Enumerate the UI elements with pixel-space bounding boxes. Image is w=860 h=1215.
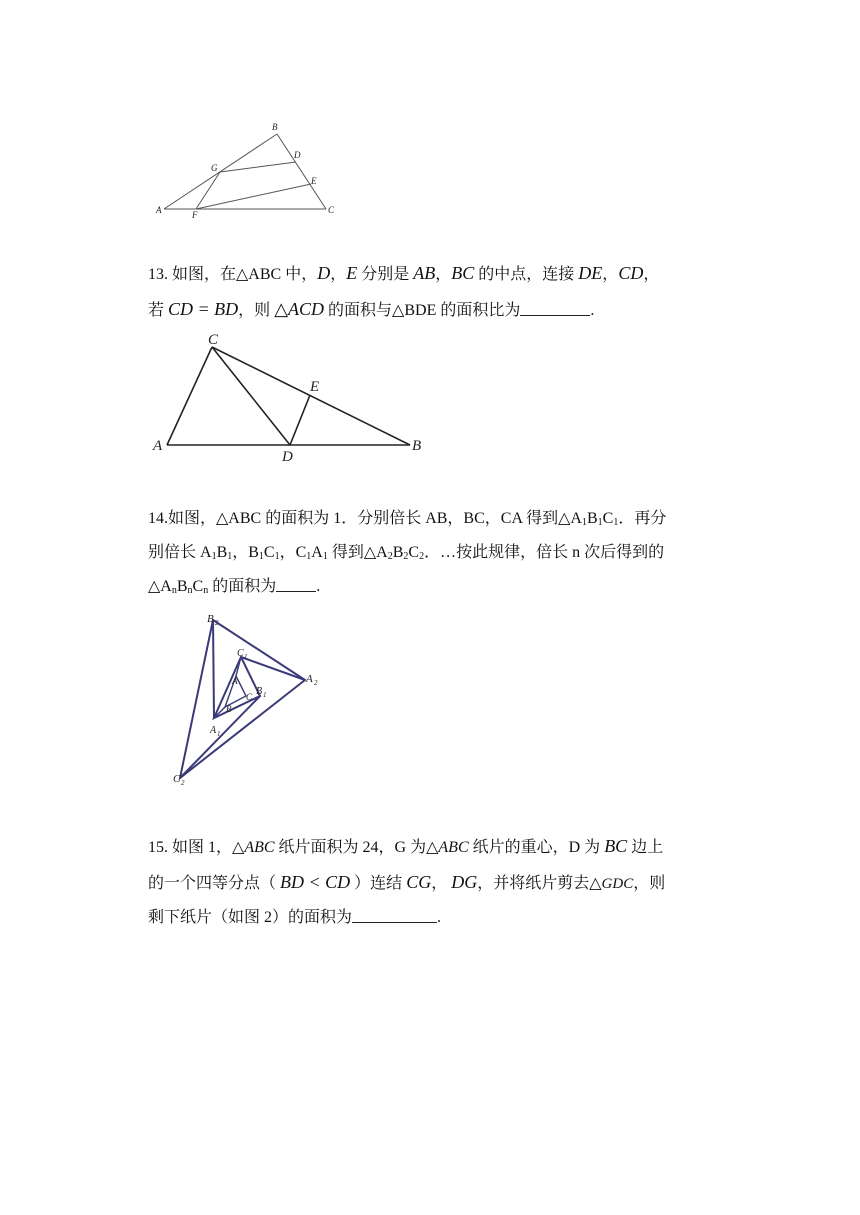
fig14-label-a2: A xyxy=(306,673,313,685)
q14-text: B xyxy=(216,544,228,561)
q14-text: A xyxy=(311,544,323,561)
q15-text: ，则 xyxy=(633,875,666,892)
q14-text: B xyxy=(176,578,188,595)
q15-var-bc: BC xyxy=(604,836,628,856)
q15-answer-blank[interactable] xyxy=(352,908,437,923)
q14-sub: 1 xyxy=(613,517,619,528)
fig14-sub: 1 xyxy=(244,653,248,661)
figure-q12 xyxy=(150,118,350,223)
fig13-label-e: E xyxy=(310,379,320,395)
q14-sub: 1 xyxy=(597,517,603,528)
q14-text: △A xyxy=(148,578,172,595)
figure-q13 xyxy=(150,330,430,465)
q14-text: 得到△A xyxy=(327,544,388,561)
fig12-label-c: C xyxy=(328,205,335,215)
q13-line-1 xyxy=(148,256,718,292)
q14-text: C xyxy=(602,510,614,527)
fig14-label-b2: B xyxy=(207,613,214,625)
fig12-label-e: E xyxy=(311,176,317,186)
q14-text: ．再分 xyxy=(618,510,667,527)
fig12-label-a: A xyxy=(156,205,162,215)
fig12-label-f: F xyxy=(192,210,198,220)
q13-sep: ， xyxy=(602,266,619,283)
q15-var-dg: DG xyxy=(451,872,478,892)
q14-line-2 xyxy=(148,536,718,570)
q14-sub: 1 xyxy=(306,551,312,562)
fig13-label-d: D xyxy=(282,449,293,465)
q15-text: ）连结 xyxy=(350,875,407,892)
q13-var-cd: CD xyxy=(618,263,644,283)
q15-var-abc: ABC xyxy=(438,839,469,856)
q14-text: C xyxy=(192,578,204,595)
fig14-label-a1: A xyxy=(210,725,217,736)
q14-text: 14.如图，△ABC 的面积为 1．分别倍长 AB，BC，CA 得到△A xyxy=(148,510,582,527)
q15-text: 纸片面积为 24，G 为△ xyxy=(274,839,439,856)
q14-sub: 1 xyxy=(227,551,233,562)
q15-text: ， xyxy=(431,875,452,892)
q15-var-abc: ABC xyxy=(244,839,275,856)
q13-period: . xyxy=(590,302,595,319)
q14-sub: 2 xyxy=(419,551,425,562)
q13-sep: ， xyxy=(643,266,660,283)
q15-text: 剩下纸片（如图 2）的面积为 xyxy=(148,909,353,926)
q15-text: 纸片的重心，D 为 xyxy=(468,839,605,856)
q13-var-d: D xyxy=(317,263,331,283)
q14-sub: 2 xyxy=(403,551,409,562)
q14-sub: 1 xyxy=(274,551,280,562)
q13-equation: CD = BD xyxy=(168,299,239,319)
q14-sub: 1 xyxy=(322,551,328,562)
q14-sub: 2 xyxy=(387,551,393,562)
q13-text: 分别是 xyxy=(357,266,414,283)
q15-var-cg: CG xyxy=(406,872,432,892)
q14-text: ，B xyxy=(232,544,259,561)
q14-sub: 1 xyxy=(581,517,587,528)
q14-text: ，C xyxy=(279,544,307,561)
q15-text: 边上 xyxy=(627,839,664,856)
q14-text: C xyxy=(263,544,275,561)
q13-sep: ， xyxy=(330,266,347,283)
q15-text: 15. 如图 1，△ xyxy=(148,839,245,856)
fig12-label-d: D xyxy=(294,150,301,160)
fig14-label-c2: C xyxy=(173,773,181,785)
fig14-label-a: A xyxy=(232,676,238,686)
q13-triangle-acd: △ACD xyxy=(274,299,325,319)
q14-text: B xyxy=(586,510,598,527)
q15-text: 的一个四等分点（ xyxy=(148,875,281,892)
fig14-label-b: B xyxy=(226,704,232,714)
q13-answer-blank[interactable] xyxy=(520,301,590,316)
q15-line-2 xyxy=(148,865,718,901)
q14-text: B xyxy=(392,544,404,561)
q15-text: ，并将纸片剪去△ xyxy=(477,875,602,892)
q13-text: 的中点，连接 xyxy=(474,266,579,283)
q14-text: 的面积为 xyxy=(208,578,277,595)
fig13-label-b: B xyxy=(412,438,422,454)
fig14-sub: 1 xyxy=(263,691,267,699)
q13-var-e: E xyxy=(346,263,358,283)
q13-sep: ， xyxy=(435,266,452,283)
fig12-label-b: B xyxy=(272,122,278,132)
fig13-label-a: A xyxy=(153,438,163,454)
q15-var-gdc: GDC xyxy=(601,876,634,892)
q15-line-1 xyxy=(148,829,718,865)
fig14-label-b1: B xyxy=(256,686,263,697)
q14-sub: n xyxy=(187,585,193,596)
q15-inequality: BD < CD xyxy=(280,872,351,892)
fig14-sub: 2 xyxy=(314,679,318,687)
fig14-label-c: C xyxy=(246,692,253,702)
q14-text: 别倍长 A xyxy=(148,544,212,561)
q13-var-ab: AB xyxy=(413,263,436,283)
q14-sub: 1 xyxy=(211,551,217,562)
q13-text: 如图，在△ABC 中， xyxy=(168,266,318,283)
q13-text: 的面积与△BDE 的面积比为 xyxy=(324,302,521,319)
question-14 xyxy=(148,502,718,604)
q14-answer-blank[interactable] xyxy=(276,577,316,592)
q13-line-2 xyxy=(148,292,718,328)
q13-text: ，则 xyxy=(238,302,275,319)
q13-var-bc: BC xyxy=(451,263,475,283)
q14-period: . xyxy=(316,578,321,595)
q14-sub: n xyxy=(171,585,177,596)
q13-var-de: DE xyxy=(578,263,603,283)
question-15 xyxy=(148,829,718,935)
q14-sub: 1 xyxy=(258,551,264,562)
fig13-label-c: C xyxy=(208,332,219,348)
q14-text: C xyxy=(408,544,420,561)
q14-text: ．…按此规律，倍长 n 次后得到的 xyxy=(424,544,665,561)
question-13 xyxy=(148,256,718,328)
fig14-sub: 2 xyxy=(215,619,219,627)
q14-sub: n xyxy=(203,585,209,596)
fig14-sub: 1 xyxy=(217,730,221,738)
q14-line-3 xyxy=(148,570,718,604)
q14-line-1 xyxy=(148,502,718,536)
fig14-label-c1: C xyxy=(237,648,244,659)
q15-line-3 xyxy=(148,901,718,935)
fig14-sub: 2 xyxy=(181,779,185,787)
fig12-label-g: G xyxy=(211,163,218,173)
q13-number: 13. xyxy=(148,266,168,283)
q15-period: . xyxy=(437,909,442,926)
q13-text: 若 xyxy=(148,302,169,319)
figure-q14 xyxy=(170,610,330,790)
